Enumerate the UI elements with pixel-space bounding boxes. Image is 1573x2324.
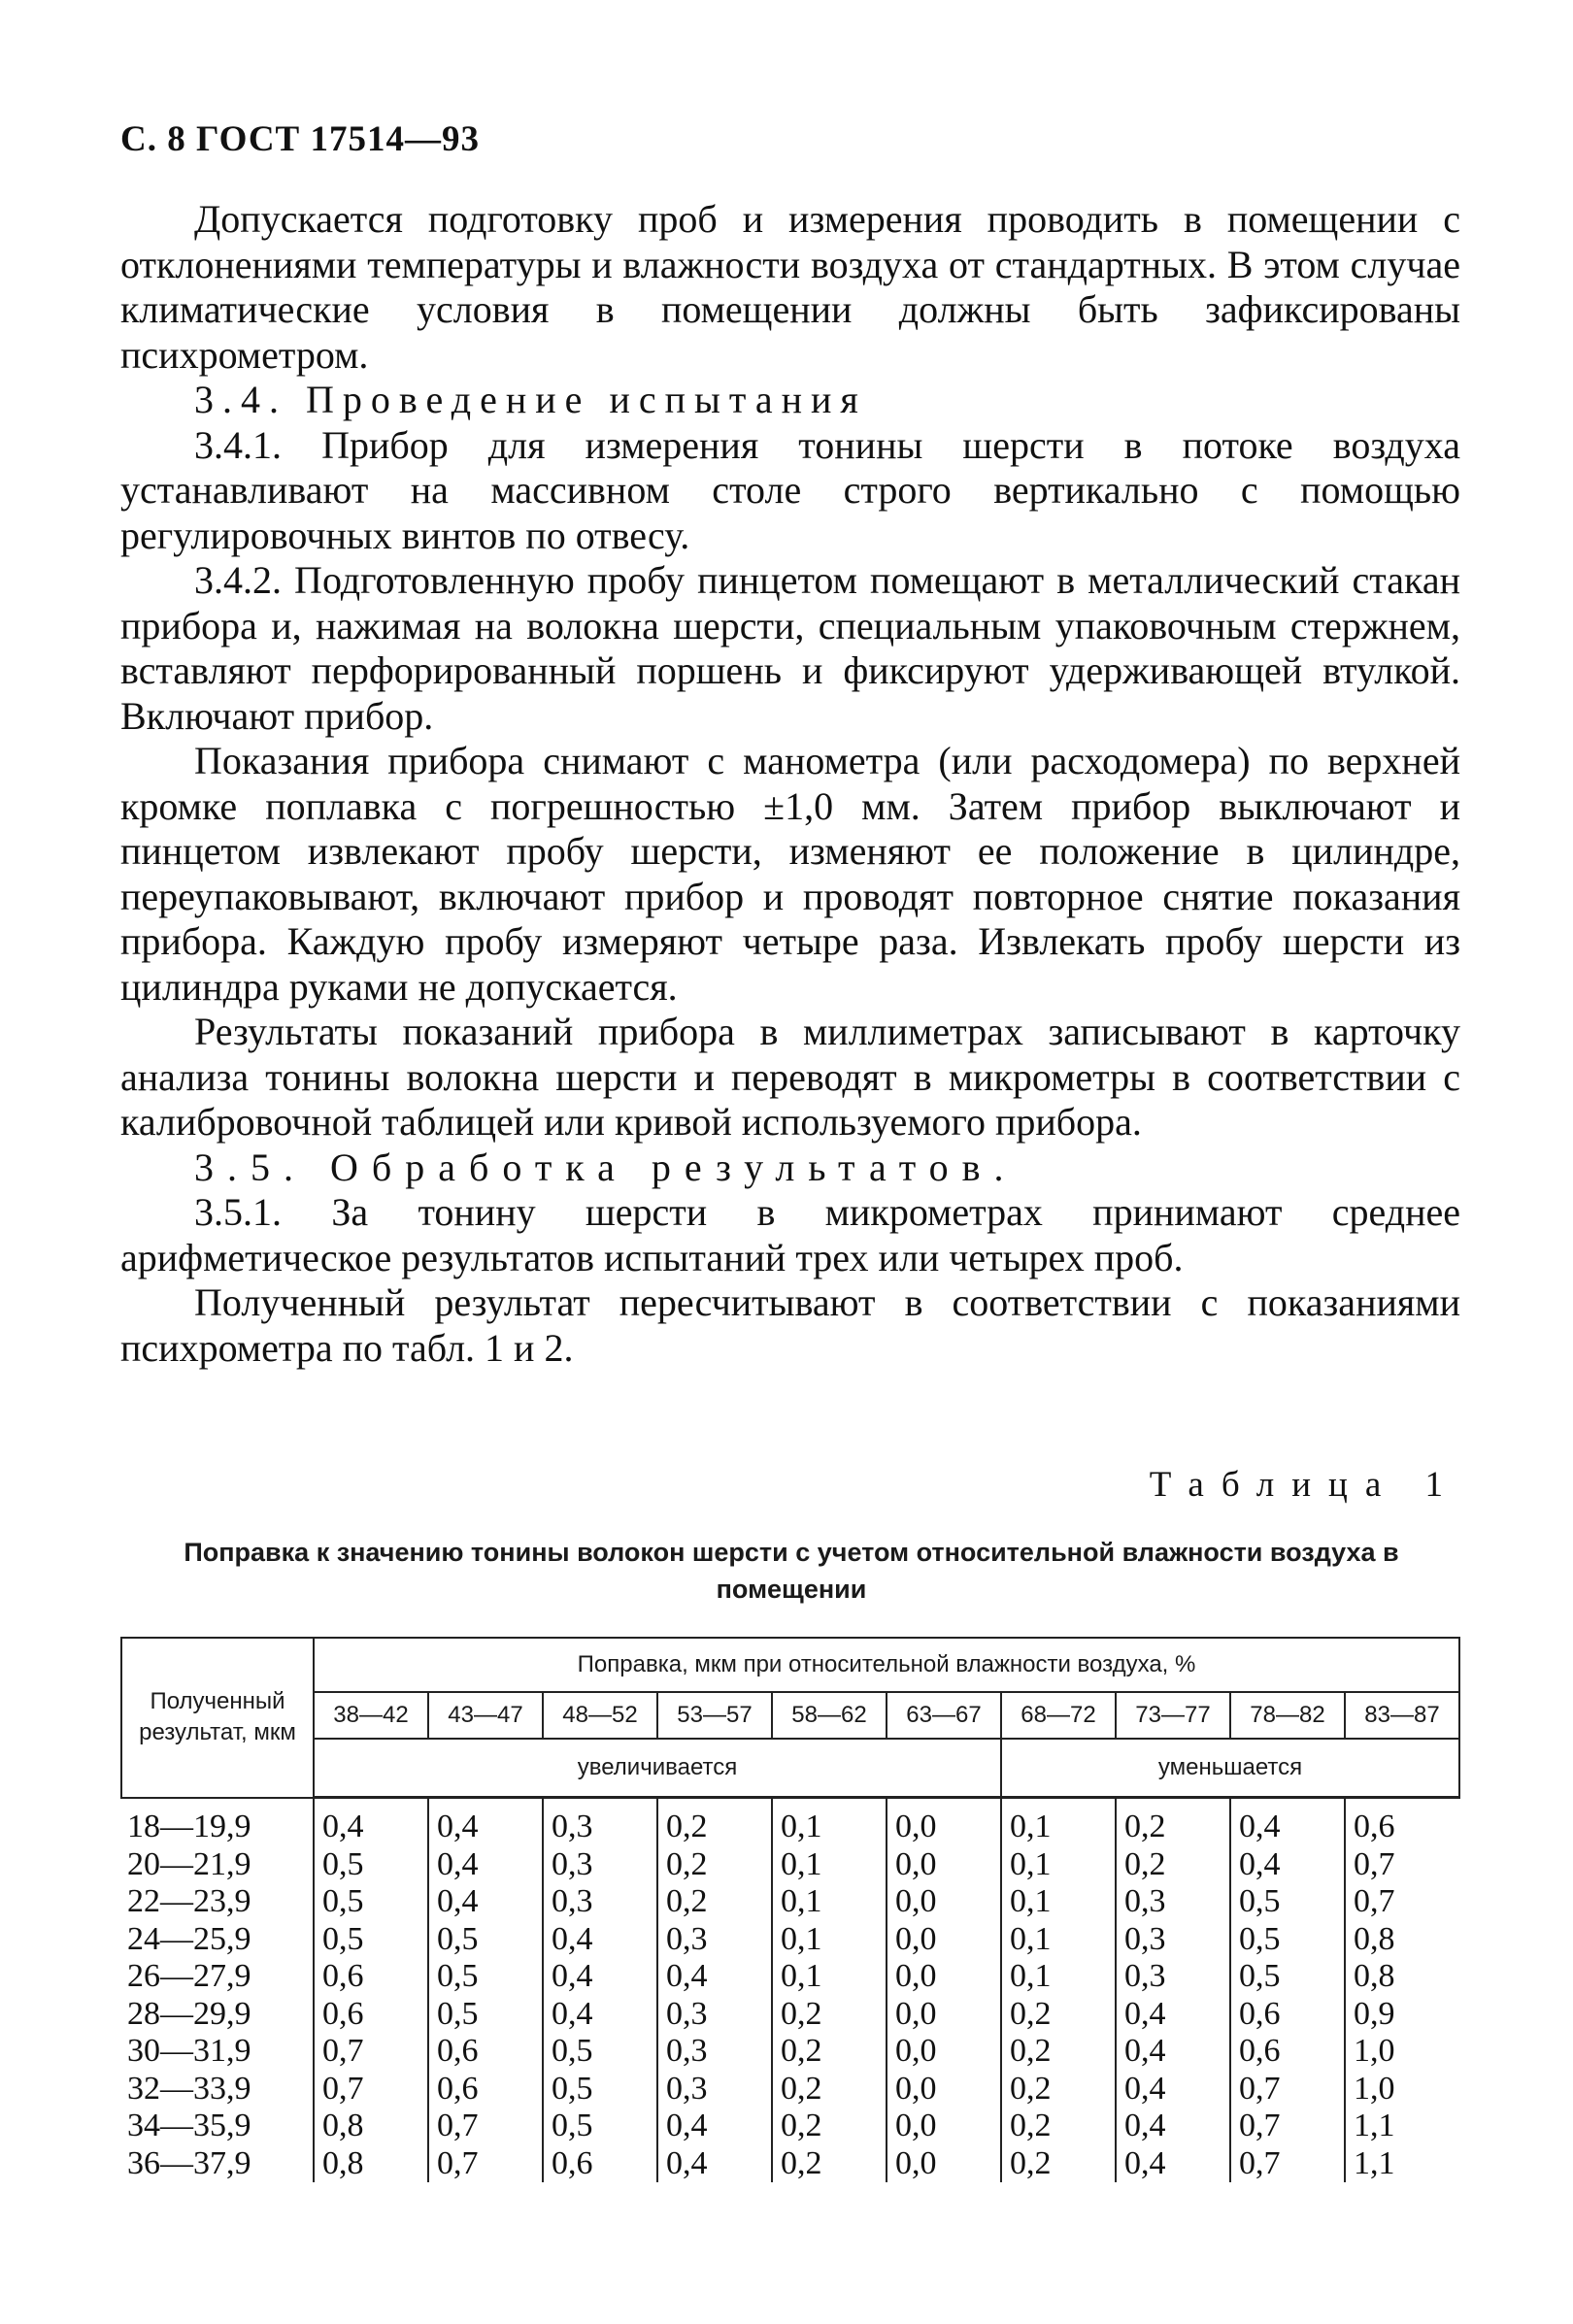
correction-value-cell: 0,3 <box>1116 1921 1230 1959</box>
table-row <box>121 1883 1459 1921</box>
correction-value-cell: 0,4 <box>428 1846 543 1884</box>
correction-value-cell: 0,6 <box>428 2071 543 2108</box>
correction-value-cell: 0,0 <box>887 1883 1001 1921</box>
correction-value-cell: 0,5 <box>543 2033 657 2071</box>
row-label-cell: 22—23,9 <box>127 1883 251 1919</box>
correction-value-cell: 0,2 <box>772 2071 887 2108</box>
correction-value-cell: 0,3 <box>1116 1958 1230 1996</box>
decrease-label-cell: уменьшается <box>1001 1739 1459 1798</box>
correction-value-cell: 0,1 <box>772 1921 887 1959</box>
paragraph-3-4-1: 3.4.1. Прибор для измерения тонины шерсти в потоке воздуха устанавливают на массивном столе строго вертикально с помощью регулировочных винтов по отвесу. <box>120 422 1460 557</box>
correction-value-cell: 0,2 <box>772 1996 887 2034</box>
correction-value-cell: 0,8 <box>1345 1958 1459 1996</box>
table-title: Поправка к значению тонины волокон шерсти с учетом относительной влажности воздуха в помещении <box>184 1538 1399 1604</box>
humidity-range-cell: 78—82 <box>1230 1692 1345 1739</box>
table-row <box>121 1798 1459 1846</box>
humidity-range-cell: 83—87 <box>1345 1692 1459 1739</box>
humidity-range-cell: 43—47 <box>428 1692 543 1739</box>
correction-value-cell: 0,2 <box>657 1798 772 1846</box>
correction-value-cell: 0,5 <box>1230 1883 1345 1921</box>
correction-value-cell: 0,3 <box>657 2071 772 2108</box>
correction-value-cell: 0,5 <box>314 1921 428 1959</box>
correction-value-cell: 0,2 <box>772 2145 887 2183</box>
humidity-range-cell: 48—52 <box>543 1692 657 1739</box>
correction-value-cell: 0,1 <box>1001 1883 1116 1921</box>
table-body <box>121 1798 1459 2183</box>
correction-value-cell: 0,0 <box>887 2108 1001 2145</box>
correction-value-cell: 0,6 <box>1345 1798 1459 1846</box>
table-row <box>121 1996 1459 2034</box>
correction-value-cell: 0,2 <box>1001 2033 1116 2071</box>
correction-value-cell: 0,4 <box>1230 1798 1345 1846</box>
correction-value-cell: 0,4 <box>543 1958 657 1996</box>
correction-value-cell: 0,6 <box>314 1958 428 1996</box>
body-text <box>120 197 1460 1371</box>
increase-label-cell: увеличивается <box>314 1739 1001 1798</box>
correction-value-cell: 0,3 <box>657 1921 772 1959</box>
correction-value-cell: 0,8 <box>314 2145 428 2183</box>
correction-value-cell: 0,0 <box>887 1921 1001 1959</box>
table-caption-cell: Поправка, мкм при относительной влажности воздуха, % <box>314 1638 1459 1692</box>
correction-table <box>120 1637 1460 2182</box>
correction-value-cell: 0,4 <box>1116 2033 1230 2071</box>
correction-value-cell: 0,4 <box>1116 2108 1230 2145</box>
page-header: С. 8 ГОСТ 17514—93 <box>120 119 480 159</box>
correction-value-cell: 0,4 <box>543 1996 657 2034</box>
correction-value-cell: 0,4 <box>657 2145 772 2183</box>
correction-value-cell: 0,3 <box>1116 1883 1230 1921</box>
correction-value-cell: 0,6 <box>1230 1996 1345 2034</box>
humidity-range-cell: 63—67 <box>887 1692 1001 1739</box>
section-heading-3-4: 3.4. Проведение испытания <box>194 378 867 421</box>
table-row <box>121 1846 1459 1884</box>
correction-value-cell: 0,4 <box>428 1883 543 1921</box>
correction-value-cell: 0,3 <box>657 2033 772 2071</box>
correction-value-cell: 0,3 <box>543 1798 657 1846</box>
correction-value-cell: 0,0 <box>887 2071 1001 2108</box>
correction-value-cell: 0,7 <box>428 2108 543 2145</box>
row-header-cell: Полученный результат, мкм <box>121 1638 314 1798</box>
correction-value-cell: 0,1 <box>772 1798 887 1846</box>
correction-value-cell: 0,3 <box>543 1846 657 1884</box>
correction-value-cell: 0,7 <box>428 2145 543 2183</box>
humidity-range-cell: 38—42 <box>314 1692 428 1739</box>
table-row <box>121 2033 1459 2071</box>
correction-value-cell: 0,1 <box>772 1846 887 1884</box>
paragraph-readings: Показания прибора снимают с манометра (или расходомера) по верхней кромке поплавка с погрешностью ±1,0 мм. Затем прибор выключают и пинцетом извлекают пробу шерсти, изменяют ее положение в цилиндре, переупаковывают, включают прибор и проводят повторное снятие показания прибора. Каждую пробу измеряют четыре раза. Извлекать пробу шерсти из цилиндра руками не допускается. <box>120 739 1460 1009</box>
correction-value-cell: 0,6 <box>1230 2033 1345 2071</box>
row-label-cell: 28—29,9 <box>127 1995 251 2032</box>
correction-value-cell: 0,7 <box>314 2033 428 2071</box>
correction-value-cell: 0,3 <box>657 1996 772 2034</box>
correction-value-cell: 0,4 <box>314 1798 428 1846</box>
section-heading-3-5: 3.5. Обработка результатов. <box>194 1145 1018 1189</box>
row-label-cell: 26—27,9 <box>127 1958 251 1994</box>
table-number-label: Таблица 1 <box>1149 1465 1460 1505</box>
correction-value-cell: 0,1 <box>1001 1958 1116 1996</box>
correction-value-cell: 0,2 <box>1001 2071 1116 2108</box>
correction-value-cell: 0,7 <box>1345 1883 1459 1921</box>
row-label-cell: 30—31,9 <box>127 2033 251 2069</box>
correction-value-cell: 1,0 <box>1345 2071 1459 2108</box>
table-row <box>121 2145 1459 2183</box>
paragraph-recalculation: Полученный результат пересчитывают в соответствии с показаниями психрометра по табл. 1 и 2. <box>120 1280 1460 1370</box>
correction-value-cell: 0,1 <box>1001 1921 1116 1959</box>
correction-value-cell: 0,3 <box>543 1883 657 1921</box>
correction-value-cell: 0,5 <box>1230 1958 1345 1996</box>
correction-value-cell: 0,2 <box>1116 1798 1230 1846</box>
correction-value-cell: 0,4 <box>657 1958 772 1996</box>
correction-value-cell: 0,5 <box>543 2071 657 2108</box>
table-row <box>121 2108 1459 2145</box>
table-row <box>121 1958 1459 1996</box>
correction-value-cell: 0,7 <box>1345 1846 1459 1884</box>
humidity-range-cell: 68—72 <box>1001 1692 1116 1739</box>
correction-value-cell: 0,5 <box>543 2108 657 2145</box>
correction-value-cell: 0,1 <box>1001 1798 1116 1846</box>
correction-value-cell: 0,2 <box>657 1846 772 1884</box>
correction-value-cell: 0,2 <box>1116 1846 1230 1884</box>
correction-value-cell: 0,1 <box>1001 1846 1116 1884</box>
paragraph-3-4-2: 3.4.2. Подготовленную пробу пинцетом помещают в металлический стакан прибора и, нажимая на волокна шерсти, специальным упаковочным стержнем, вставляют перфорированный поршень и фиксируют удерживающей втулкой. Включают прибор. <box>120 558 1460 738</box>
humidity-range-row <box>121 1692 1459 1739</box>
correction-value-cell: 0,0 <box>887 2033 1001 2071</box>
row-label-cell: 18—19,9 <box>127 1808 251 1844</box>
correction-value-cell: 0,2 <box>772 2108 887 2145</box>
correction-value-cell: 0,6 <box>543 2145 657 2183</box>
row-label-cell: 34—35,9 <box>127 2108 251 2143</box>
correction-value-cell: 0,2 <box>657 1883 772 1921</box>
row-label-cell: 36—37,9 <box>127 2144 251 2181</box>
correction-value-cell: 0,0 <box>887 1798 1001 1846</box>
correction-value-cell: 0,2 <box>1001 1996 1116 2034</box>
correction-value-cell: 0,4 <box>428 1798 543 1846</box>
correction-value-cell: 0,5 <box>428 1921 543 1959</box>
correction-value-cell: 0,8 <box>314 2108 428 2145</box>
humidity-range-cell: 53—57 <box>657 1692 772 1739</box>
correction-value-cell: 0,4 <box>1116 1996 1230 2034</box>
row-label-cell: 20—21,9 <box>127 1845 251 1882</box>
correction-value-cell: 0,8 <box>1345 1921 1459 1959</box>
correction-value-cell: 0,4 <box>1116 2145 1230 2183</box>
correction-value-cell: 0,2 <box>772 2033 887 2071</box>
correction-value-cell: 1,1 <box>1345 2108 1459 2145</box>
correction-value-cell: 0,7 <box>314 2071 428 2108</box>
correction-value-cell: 0,2 <box>1001 2145 1116 2183</box>
correction-value-cell: 0,4 <box>1230 1846 1345 1884</box>
paragraph-conditions: Допускается подготовку проб и измерения проводить в помещении с отклонениями температуры и влажности воздуха от стандартных. В этом случае климатические условия в помещении должны быть зафиксированы психрометром. <box>120 197 1460 377</box>
row-label-cell: 32—33,9 <box>127 2070 251 2107</box>
correction-value-cell: 0,6 <box>428 2033 543 2071</box>
paragraph-3-5-1: 3.5.1. За тонину шерсти в микрометрах принимают среднее арифметическое результатов испытаний трех или четырех проб. <box>120 1190 1460 1279</box>
correction-value-cell: 0,1 <box>772 1883 887 1921</box>
correction-value-cell: 0,4 <box>543 1921 657 1959</box>
humidity-range-cell: 73—77 <box>1116 1692 1230 1739</box>
table-row <box>121 2071 1459 2108</box>
correction-value-cell: 0,0 <box>887 2145 1001 2183</box>
humidity-range-cell: 58—62 <box>772 1692 887 1739</box>
row-label-cell: 24—25,9 <box>127 1920 251 1957</box>
correction-value-cell: 1,0 <box>1345 2033 1459 2071</box>
table-row <box>121 1921 1459 1959</box>
correction-value-cell: 0,5 <box>428 1996 543 2034</box>
correction-value-cell: 0,7 <box>1230 2108 1345 2145</box>
correction-value-cell: 0,0 <box>887 1958 1001 1996</box>
correction-value-cell: 0,5 <box>314 1846 428 1884</box>
paragraph-results: Результаты показаний прибора в миллиметрах записывают в карточку анализа тонины волокна шерсти и переводят в микрометры в соответствии с калибровочной таблицей или кривой используемого прибора. <box>120 1010 1460 1144</box>
correction-value-cell: 0,9 <box>1345 1996 1459 2034</box>
correction-value-cell: 0,0 <box>887 1846 1001 1884</box>
correction-value-cell: 0,5 <box>1230 1921 1345 1959</box>
correction-value-cell: 0,7 <box>1230 2071 1345 2108</box>
correction-value-cell: 1,1 <box>1345 2145 1459 2183</box>
correction-value-cell: 0,0 <box>887 1996 1001 2034</box>
correction-value-cell: 0,1 <box>772 1958 887 1996</box>
correction-value-cell: 0,4 <box>1116 2071 1230 2108</box>
correction-value-cell: 0,2 <box>1001 2108 1116 2145</box>
correction-value-cell: 0,6 <box>314 1996 428 2034</box>
correction-value-cell: 0,5 <box>428 1958 543 1996</box>
correction-value-cell: 0,5 <box>314 1883 428 1921</box>
correction-value-cell: 0,4 <box>657 2108 772 2145</box>
correction-value-cell: 0,7 <box>1230 2145 1345 2183</box>
